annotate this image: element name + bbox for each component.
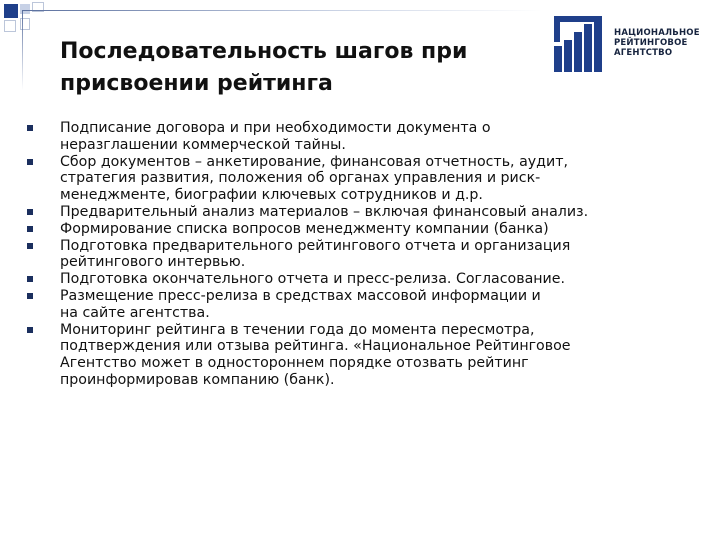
slide-title (60, 36, 540, 100)
list-item-line: Подписание договора и при необходимости документа о (60, 120, 491, 136)
agency-logo (552, 14, 712, 76)
list-item-line: Сбор документов – анкетирование, финансовая отчетность, аудит, (60, 153, 568, 170)
list-item-line: Размещение пресс-релиза в средствах массовой информации и (60, 287, 541, 304)
list-item (26, 154, 706, 204)
list-item (26, 271, 706, 288)
logo-line: НАЦИОНАЛЬНОЕ (614, 28, 700, 38)
list-item-line: Подготовка предварительного рейтингового отчета и организация (60, 237, 571, 254)
list-item-line: Подготовка окончательного отчета и пресс-релиза. Согласование. (60, 271, 566, 288)
square-bullet-icon (27, 276, 33, 282)
list-item (26, 238, 706, 272)
list-item-line: менеджменте, биографии ключевых сотрудников и д.р. (60, 187, 483, 204)
list-item-line: проинформировав компанию (банк). (60, 371, 335, 388)
agency-logo-text (614, 28, 700, 58)
list-item-line: Мониторинг рейтинга в течении года до момента пересмотра, (60, 321, 535, 338)
side-rule (22, 10, 23, 90)
list-item (26, 288, 706, 322)
corner-square-outline (4, 20, 16, 32)
slide-title-line: присвоении рейтинга (60, 71, 333, 96)
slide-title-line: Последовательность шагов при (60, 39, 468, 64)
list-item (26, 322, 706, 389)
list-item (26, 120, 706, 154)
agency-logo-mark (552, 14, 610, 74)
square-bullet-icon (27, 327, 33, 333)
square-bullet-icon (27, 243, 33, 249)
list-item-line: на сайте агентства. (60, 304, 210, 321)
list-item-line: Агентство может в одностороннем порядке отозвать рейтинг (60, 355, 529, 372)
list-item (26, 204, 706, 221)
list-item-line: подтверждения или отзыва рейтинга. «Национальное Рейтинговое (60, 338, 571, 355)
square-bullet-icon (27, 209, 33, 215)
square-bullet-icon (27, 226, 33, 232)
list-item-line: стратегия развития, положения об органах управления и риск- (60, 170, 541, 187)
header-rule (22, 10, 542, 11)
list-item (26, 221, 706, 238)
square-bullet-icon (27, 293, 33, 299)
corner-square-dark (4, 4, 18, 18)
square-bullet-icon (27, 159, 33, 165)
logo-line: РЕЙТИНГОВОЕ (614, 38, 688, 48)
logo-line: АГЕНТСТВО (614, 48, 673, 58)
list-item-line: Формирование списка вопросов менеджменту компании (банка) (60, 220, 549, 237)
steps-list (26, 120, 706, 389)
list-item-line: рейтингового интервью. (60, 254, 246, 271)
list-item-line: Предварительный анализ материалов – включая финансовый анализ. (60, 203, 589, 220)
square-bullet-icon (27, 125, 33, 131)
list-item-line: неразглашении коммерческой тайны. (60, 136, 346, 153)
